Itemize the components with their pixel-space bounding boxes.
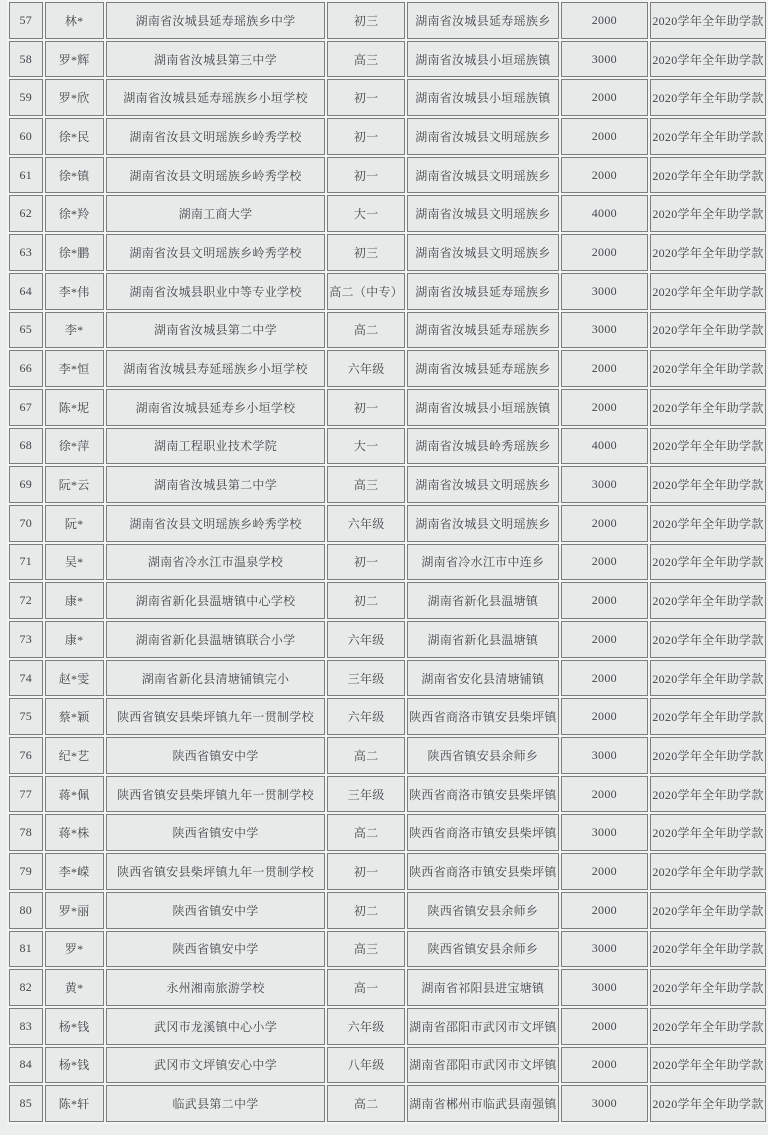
table-row [9, 892, 766, 929]
address-cell: 湖南省汝城县文明瑶族乡 [407, 157, 559, 194]
address-cell: 湖南省新化县温塘镇 [407, 582, 559, 619]
school-name-cell: 武冈市文坪镇安心中学 [106, 1047, 325, 1084]
amount-cell: 3000 [561, 273, 648, 310]
student-name-cell: 蒋*佩 [45, 776, 104, 813]
school-name-cell: 武冈市龙溪镇中心小学 [106, 1008, 325, 1045]
student-name-cell: 赵*雯 [45, 660, 104, 697]
address-cell: 陕西省商洛市镇安县柴坪镇 [407, 814, 559, 851]
address-cell: 湖南省汝城县小垣瑶族镇 [407, 79, 559, 116]
grade-cell: 初一 [327, 157, 405, 194]
amount-cell: 2000 [561, 350, 648, 387]
student-name-cell: 林* [45, 2, 104, 39]
address-cell: 湖南省邵阳市武冈市文坪镇 [407, 1008, 559, 1045]
amount-cell: 3000 [561, 312, 648, 349]
address-cell: 湖南省郴州市临武县南强镇 [407, 1085, 559, 1122]
purpose-cell: 2020学年全年助学款 [650, 234, 766, 271]
school-name-cell: 湖南省新化县温塘镇中心学校 [106, 582, 325, 619]
table-row [9, 1008, 766, 1045]
address-cell: 湖南省汝城县文明瑶族乡 [407, 195, 559, 232]
student-name-cell: 李*恒 [45, 350, 104, 387]
table-row [9, 79, 766, 116]
school-name-cell: 湖南省汝城县职业中等专业学校 [106, 273, 325, 310]
purpose-cell: 2020学年全年助学款 [650, 737, 766, 774]
purpose-cell: 2020学年全年助学款 [650, 118, 766, 155]
table-row [9, 234, 766, 271]
row-number-cell: 77 [9, 776, 43, 813]
school-name-cell: 永州湘南旅游学校 [106, 969, 325, 1006]
row-number-cell: 61 [9, 157, 43, 194]
grade-cell: 高二 [327, 312, 405, 349]
grade-cell: 高二 [327, 1085, 405, 1122]
school-name-cell: 湖南省汝城县第三中学 [106, 41, 325, 78]
purpose-cell: 2020学年全年助学款 [650, 79, 766, 116]
school-name-cell: 湖南省汝城县延寿瑶族乡小垣学校 [106, 79, 325, 116]
table-row [9, 969, 766, 1006]
grade-cell: 初一 [327, 544, 405, 581]
address-cell: 湖南省汝城县文明瑶族乡 [407, 505, 559, 542]
school-name-cell: 湖南省汝城县延寿乡小垣学校 [106, 389, 325, 426]
amount-cell: 2000 [561, 621, 648, 658]
row-number-cell: 79 [9, 853, 43, 890]
school-name-cell: 湖南省汝县文明瑶族乡岭秀学校 [106, 157, 325, 194]
address-cell: 陕西省商洛市镇安县柴坪镇 [407, 776, 559, 813]
student-name-cell: 蔡*颖 [45, 698, 104, 735]
amount-cell: 2000 [561, 698, 648, 735]
address-cell: 陕西省镇安县余师乡 [407, 892, 559, 929]
row-number-cell: 68 [9, 428, 43, 465]
grade-cell: 初三 [327, 2, 405, 39]
grade-cell: 六年级 [327, 1008, 405, 1045]
amount-cell: 2000 [561, 389, 648, 426]
purpose-cell: 2020学年全年助学款 [650, 544, 766, 581]
grade-cell: 高三 [327, 466, 405, 503]
row-number-cell: 59 [9, 79, 43, 116]
student-name-cell: 罗*欣 [45, 79, 104, 116]
school-name-cell: 湖南省汝城县延寿瑶族乡中学 [106, 2, 325, 39]
amount-cell: 2000 [561, 1047, 648, 1084]
school-name-cell: 湖南省冷水江市温泉学校 [106, 544, 325, 581]
school-name-cell: 陕西省镇安中学 [106, 931, 325, 968]
student-name-cell: 罗*辉 [45, 41, 104, 78]
table-row [9, 273, 766, 310]
amount-cell: 2000 [561, 234, 648, 271]
student-name-cell: 杨*钱 [45, 1008, 104, 1045]
purpose-cell: 2020学年全年助学款 [650, 969, 766, 1006]
address-cell: 湖南省汝城县延寿瑶族乡 [407, 312, 559, 349]
purpose-cell: 2020学年全年助学款 [650, 582, 766, 619]
student-name-cell: 徐*萍 [45, 428, 104, 465]
grade-cell: 大一 [327, 195, 405, 232]
amount-cell: 2000 [561, 582, 648, 619]
row-number-cell: 64 [9, 273, 43, 310]
row-number-cell: 69 [9, 466, 43, 503]
purpose-cell: 2020学年全年助学款 [650, 621, 766, 658]
purpose-cell: 2020学年全年助学款 [650, 428, 766, 465]
row-number-cell: 62 [9, 195, 43, 232]
purpose-cell: 2020学年全年助学款 [650, 273, 766, 310]
grade-cell: 大一 [327, 428, 405, 465]
address-cell: 湖南省邵阳市武冈市文坪镇 [407, 1047, 559, 1084]
address-cell: 湖南省汝城县延寿瑶族乡 [407, 273, 559, 310]
row-number-cell: 82 [9, 969, 43, 1006]
school-name-cell: 陕西省镇安中学 [106, 737, 325, 774]
grade-cell: 初一 [327, 79, 405, 116]
row-number-cell: 73 [9, 621, 43, 658]
student-name-cell: 徐*鹏 [45, 234, 104, 271]
purpose-cell: 2020学年全年助学款 [650, 931, 766, 968]
amount-cell: 3000 [561, 1085, 648, 1122]
grade-cell: 初一 [327, 118, 405, 155]
row-number-cell: 65 [9, 312, 43, 349]
school-name-cell: 湖南工程职业技术学院 [106, 428, 325, 465]
purpose-cell: 2020学年全年助学款 [650, 350, 766, 387]
grade-cell: 六年级 [327, 621, 405, 658]
student-name-cell: 康* [45, 621, 104, 658]
school-name-cell: 湖南省汝城县寿延瑶族乡小垣学校 [106, 350, 325, 387]
student-name-cell: 李*嵘 [45, 853, 104, 890]
amount-cell: 2000 [561, 892, 648, 929]
amount-cell: 4000 [561, 428, 648, 465]
purpose-cell: 2020学年全年助学款 [650, 814, 766, 851]
address-cell: 湖南省汝城县延寿瑶族乡 [407, 350, 559, 387]
purpose-cell: 2020学年全年助学款 [650, 2, 766, 39]
student-name-cell: 纪*艺 [45, 737, 104, 774]
school-name-cell: 临武县第二中学 [106, 1085, 325, 1122]
school-name-cell: 陕西省镇安县柴坪镇九年一贯制学校 [106, 698, 325, 735]
student-name-cell: 阮* [45, 505, 104, 542]
amount-cell: 2000 [561, 79, 648, 116]
table-row [9, 931, 766, 968]
grade-cell: 高三 [327, 931, 405, 968]
row-number-cell: 72 [9, 582, 43, 619]
table-row [9, 195, 766, 232]
table-row [9, 1085, 766, 1122]
grade-cell: 高二（中专） [327, 273, 405, 310]
student-name-cell: 李*伟 [45, 273, 104, 310]
row-number-cell: 81 [9, 931, 43, 968]
table-row [9, 737, 766, 774]
address-cell: 湖南省冷水江市中连乡 [407, 544, 559, 581]
student-name-cell: 康* [45, 582, 104, 619]
school-name-cell: 陕西省镇安中学 [106, 814, 325, 851]
purpose-cell: 2020学年全年助学款 [650, 505, 766, 542]
purpose-cell: 2020学年全年助学款 [650, 660, 766, 697]
row-number-cell: 71 [9, 544, 43, 581]
table-row [9, 118, 766, 155]
row-number-cell: 76 [9, 737, 43, 774]
purpose-cell: 2020学年全年助学款 [650, 41, 766, 78]
school-name-cell: 湖南省汝城县第二中学 [106, 312, 325, 349]
address-cell: 湖南省汝城县小垣瑶族镇 [407, 389, 559, 426]
amount-cell: 2000 [561, 1008, 648, 1045]
amount-cell: 2000 [561, 505, 648, 542]
purpose-cell: 2020学年全年助学款 [650, 157, 766, 194]
grade-cell: 六年级 [327, 350, 405, 387]
address-cell: 湖南省汝城县小垣瑶族镇 [407, 41, 559, 78]
address-cell: 陕西省商洛市镇安县柴坪镇 [407, 853, 559, 890]
table-row [9, 157, 766, 194]
table-row [9, 2, 766, 39]
grade-cell: 高二 [327, 737, 405, 774]
student-name-cell: 徐*镇 [45, 157, 104, 194]
grade-cell: 三年级 [327, 660, 405, 697]
school-name-cell: 湖南省汝城县第二中学 [106, 466, 325, 503]
school-name-cell: 湖南省汝县文明瑶族乡岭秀学校 [106, 118, 325, 155]
row-number-cell: 85 [9, 1085, 43, 1122]
grade-cell: 六年级 [327, 698, 405, 735]
purpose-cell: 2020学年全年助学款 [650, 1047, 766, 1084]
row-number-cell: 63 [9, 234, 43, 271]
amount-cell: 3000 [561, 931, 648, 968]
address-cell: 湖南省祁阳县进宝塘镇 [407, 969, 559, 1006]
student-name-cell: 陈*轩 [45, 1085, 104, 1122]
school-name-cell: 陕西省镇安县柴坪镇九年一贯制学校 [106, 776, 325, 813]
grade-cell: 三年级 [327, 776, 405, 813]
purpose-cell: 2020学年全年助学款 [650, 892, 766, 929]
grade-cell: 初一 [327, 853, 405, 890]
amount-cell: 2000 [561, 660, 648, 697]
table-row [9, 776, 766, 813]
amount-cell: 4000 [561, 195, 648, 232]
school-name-cell: 湖南工商大学 [106, 195, 325, 232]
amount-cell: 3000 [561, 466, 648, 503]
grade-cell: 高三 [327, 41, 405, 78]
address-cell: 陕西省商洛市镇安县柴坪镇 [407, 698, 559, 735]
purpose-cell: 2020学年全年助学款 [650, 1085, 766, 1122]
purpose-cell: 2020学年全年助学款 [650, 1008, 766, 1045]
amount-cell: 3000 [561, 737, 648, 774]
school-name-cell: 陕西省镇安县柴坪镇九年一贯制学校 [106, 853, 325, 890]
school-name-cell: 湖南省汝县文明瑶族乡岭秀学校 [106, 505, 325, 542]
table-row [9, 350, 766, 387]
address-cell: 湖南省汝城县岭秀瑶族乡 [407, 428, 559, 465]
student-aid-table [7, 0, 768, 1124]
amount-cell: 3000 [561, 814, 648, 851]
row-number-cell: 66 [9, 350, 43, 387]
grade-cell: 初三 [327, 234, 405, 271]
student-name-cell: 徐*羚 [45, 195, 104, 232]
student-name-cell: 阮*云 [45, 466, 104, 503]
address-cell: 湖南省安化县清塘铺镇 [407, 660, 559, 697]
student-name-cell: 陈*坭 [45, 389, 104, 426]
student-name-cell: 蒋*株 [45, 814, 104, 851]
address-cell: 湖南省汝城县文明瑶族乡 [407, 466, 559, 503]
amount-cell: 3000 [561, 41, 648, 78]
amount-cell: 2000 [561, 157, 648, 194]
school-name-cell: 陕西省镇安中学 [106, 892, 325, 929]
amount-cell: 2000 [561, 853, 648, 890]
row-number-cell: 84 [9, 1047, 43, 1084]
row-number-cell: 57 [9, 2, 43, 39]
table-row [9, 41, 766, 78]
purpose-cell: 2020学年全年助学款 [650, 466, 766, 503]
table-row [9, 544, 766, 581]
row-number-cell: 83 [9, 1008, 43, 1045]
table-row [9, 505, 766, 542]
table-row [9, 1047, 766, 1084]
grade-cell: 高一 [327, 969, 405, 1006]
row-number-cell: 70 [9, 505, 43, 542]
student-name-cell: 杨*钱 [45, 1047, 104, 1084]
amount-cell: 2000 [561, 118, 648, 155]
address-cell: 陕西省镇安县余师乡 [407, 737, 559, 774]
amount-cell: 2000 [561, 776, 648, 813]
grade-cell: 初二 [327, 892, 405, 929]
table-row [9, 582, 766, 619]
address-cell: 湖南省汝城县文明瑶族乡 [407, 234, 559, 271]
row-number-cell: 67 [9, 389, 43, 426]
grade-cell: 六年级 [327, 505, 405, 542]
purpose-cell: 2020学年全年助学款 [650, 195, 766, 232]
grade-cell: 初二 [327, 582, 405, 619]
grade-cell: 八年级 [327, 1047, 405, 1084]
amount-cell: 3000 [561, 969, 648, 1006]
row-number-cell: 78 [9, 814, 43, 851]
purpose-cell: 2020学年全年助学款 [650, 776, 766, 813]
address-cell: 湖南省新化县温塘镇 [407, 621, 559, 658]
student-name-cell: 罗* [45, 931, 104, 968]
aid-table-body [9, 2, 766, 1122]
table-row [9, 853, 766, 890]
address-cell: 湖南省汝城县延寿瑶族乡 [407, 2, 559, 39]
row-number-cell: 74 [9, 660, 43, 697]
table-row [9, 312, 766, 349]
table-row [9, 389, 766, 426]
grade-cell: 初一 [327, 389, 405, 426]
purpose-cell: 2020学年全年助学款 [650, 389, 766, 426]
row-number-cell: 80 [9, 892, 43, 929]
purpose-cell: 2020学年全年助学款 [650, 853, 766, 890]
address-cell: 陕西省镇安县余师乡 [407, 931, 559, 968]
address-cell: 湖南省汝城县文明瑶族乡 [407, 118, 559, 155]
purpose-cell: 2020学年全年助学款 [650, 698, 766, 735]
amount-cell: 2000 [561, 544, 648, 581]
table-row [9, 621, 766, 658]
table-row [9, 814, 766, 851]
student-name-cell: 吴* [45, 544, 104, 581]
student-name-cell: 罗*丽 [45, 892, 104, 929]
table-row [9, 428, 766, 465]
row-number-cell: 58 [9, 41, 43, 78]
purpose-cell: 2020学年全年助学款 [650, 312, 766, 349]
grade-cell: 高二 [327, 814, 405, 851]
student-name-cell: 徐*民 [45, 118, 104, 155]
school-name-cell: 湖南省新化县清塘铺镇完小 [106, 660, 325, 697]
student-name-cell: 黄* [45, 969, 104, 1006]
table-row [9, 698, 766, 735]
row-number-cell: 75 [9, 698, 43, 735]
student-name-cell: 李* [45, 312, 104, 349]
table-row [9, 466, 766, 503]
amount-cell: 2000 [561, 2, 648, 39]
school-name-cell: 湖南省汝县文明瑶族乡岭秀学校 [106, 234, 325, 271]
row-number-cell: 60 [9, 118, 43, 155]
school-name-cell: 湖南省新化县温塘镇联合小学 [106, 621, 325, 658]
table-row [9, 660, 766, 697]
